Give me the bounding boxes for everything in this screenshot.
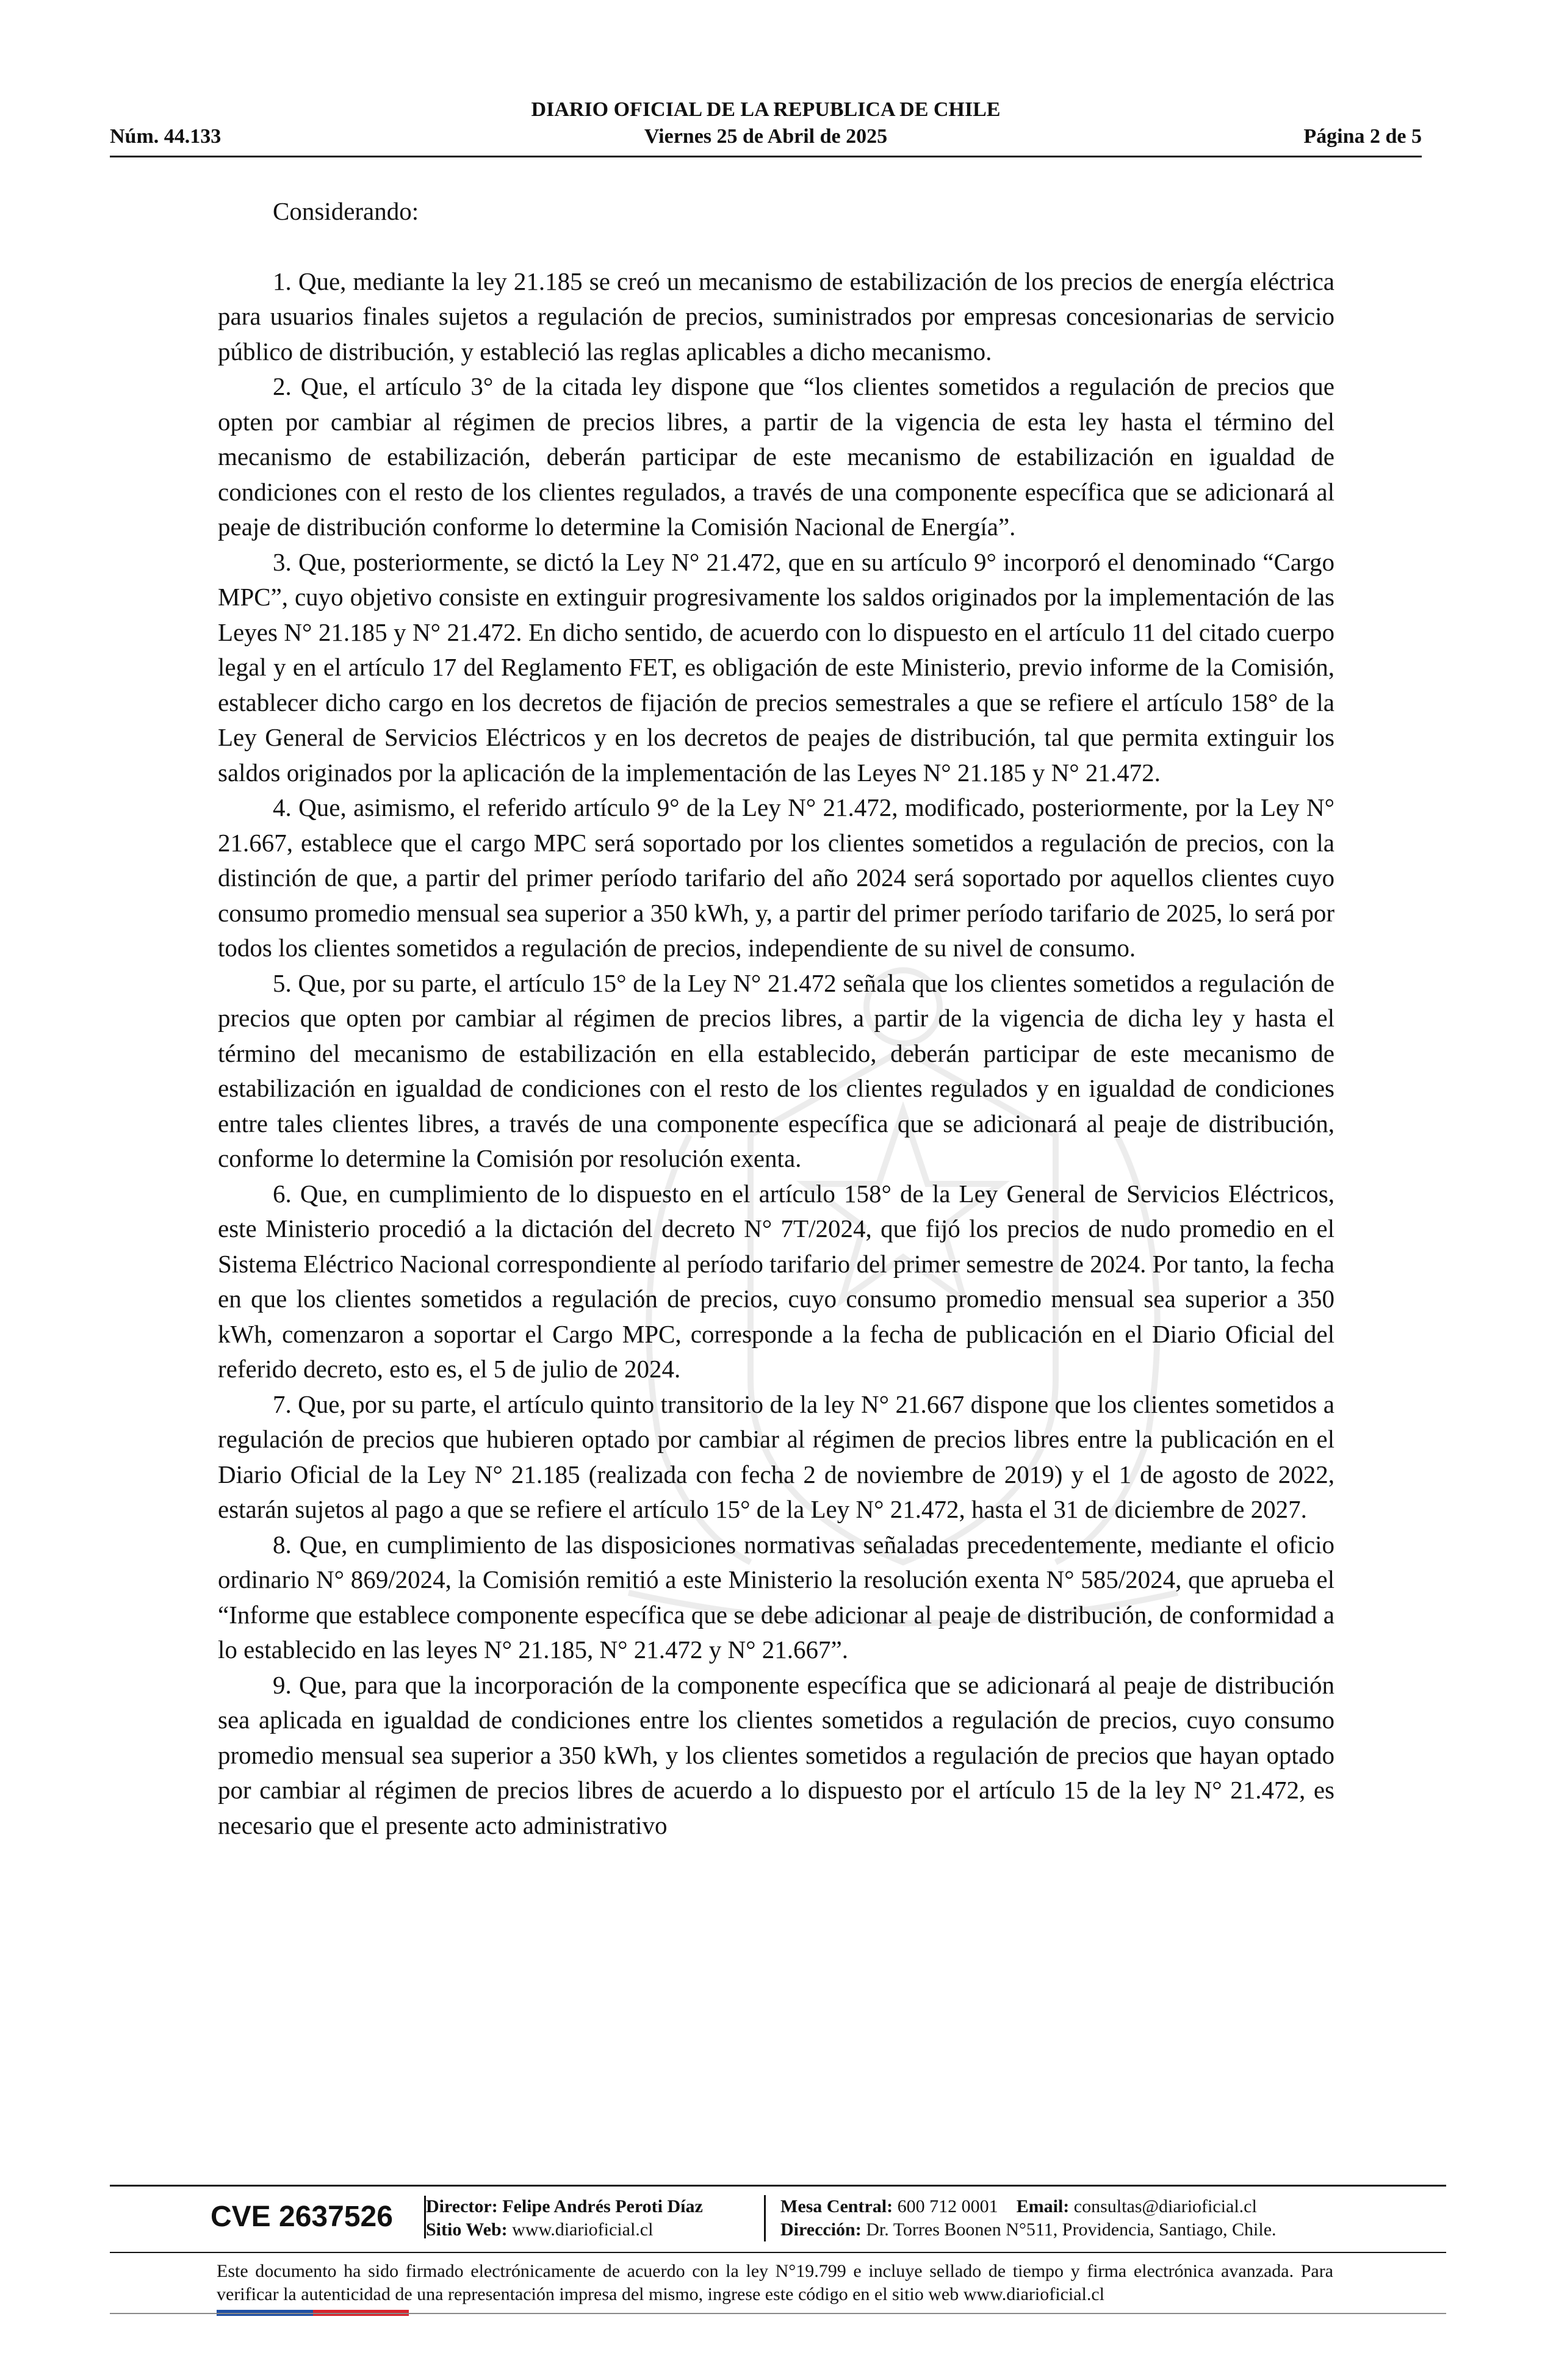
- phone-label: Mesa Central:: [780, 2196, 893, 2216]
- footer-contact-block: [764, 2195, 1277, 2241]
- cve-code: CVE 2637526: [211, 2196, 426, 2238]
- considerando-heading: Considerando:: [273, 197, 419, 225]
- footer-divider-top: [110, 2185, 1446, 2187]
- email-label: Email:: [1016, 2196, 1070, 2216]
- footer-divider-mid: [110, 2252, 1446, 2253]
- paragraph-5: 5. Que, por su parte, el artículo 15° de la Ley N° 21.472 señala que los clientes sometidos a regulación de precios que opten por cambiar al régimen de precios libres, a partir de la vigencia de dicha ley y hasta el término del mecanismo de estabilización en ella establecido, deberán participar de este mecanismo de estabilización en igualdad de condiciones con el resto de los clientes regulados y en igualdad de condiciones entre tales clientes libres, a través de una componente específica que se adicionará al peaje de distribución, conforme lo determine la Comisión por resolución exenta.: [218, 968, 1334, 1172]
- website-label: Sitio Web:: [426, 2220, 508, 2240]
- paragraph-7: 7. Que, por su parte, el artículo quinto transitorio de la ley N° 21.667 dispone que los clientes sometidos a regulación de precios que hubieren optado por cambiar al régimen de precios libres entre la publicación en el Diario Oficial de la Ley N° 21.185 (realizada con fecha 2 de noviembre de 2019) y el 1 de agosto de 2022, estarán sujetos al pago a que se refiere el artículo 15° de la Ley N° 21.472, hasta el 31 de diciembre de 2027.: [218, 1390, 1334, 1523]
- paragraph-4: 4. Que, asimismo, el referido artículo 9° de la Ley N° 21.472, modificado, posteriormente, por la Ley N° 21.667, establece que el cargo MPC será soportado por los clientes sometidos a regulación de precios, con la distinción de que, a partir del primer período tarifario del año 2024 será soportado por aquellos clientes cuyo consumo promedio mensual sea superior a 350 kWh, y, a partir del primer período tarifario de 2025, lo será por todos los clientes sometidos a regulación de precios, independiente de su nivel de consumo.: [218, 793, 1334, 962]
- header-divider: [110, 156, 1422, 157]
- paragraph-9: 9. Que, para que la incorporación de la componente específica que se adicionará al peaje de distribución sea aplicada en igualdad de condiciones entre los clientes sometidos a regulación de precios, cuyo consumo promedio mensual sea superior a 350 kWh, y los clientes sometidos a regulación de precios que hayan optado por cambiar al régimen de precios libres de acuerdo a lo dispuesto por el artículo 15 de la ley N° 21.472, es necesario que el presente acto administrativo: [218, 1670, 1334, 1839]
- footer-director-block: [426, 2195, 703, 2241]
- page-indicator: Página 2 de 5: [1303, 125, 1422, 148]
- issue-number: Núm. 44.133: [110, 125, 222, 148]
- address-text: Dr. Torres Boonen N°511, Providencia, Santiago, Chile.: [866, 2220, 1277, 2240]
- newspaper-title: DIARIO OFICIAL DE LA REPUBLICA DE CHILE: [531, 98, 1001, 121]
- paragraph-2: 2. Que, el artículo 3° de la citada ley dispone que “los clientes sometidos a regulación de precios que opten por cambiar al régimen de precios libres, a partir de la vigencia de esta ley hasta el término del mecanismo de estabilización, deberán participar de este mecanismo de estabilización en igualdad de condiciones con el resto de los clientes regulados, a través de una componente específica que se adicionará al peaje de distribución conforme lo determine la Comisión Nacional de Energía”.: [218, 372, 1334, 541]
- phone-number: 600 712 0001: [897, 2196, 998, 2216]
- paragraph-3: 3. Que, posteriormente, se dictó la Ley N° 21.472, que en su artículo 9° incorporó el denominado “Cargo MPC”, cuyo objetivo consiste en extinguir progresivamente los saldos originados por la implementación de las Leyes N° 21.185 y N° 21.472. En dicho sentido, de acuerdo con lo dispuesto en el artículo 11 del citado cuerpo legal y en el artículo 17 del Reglamento FET, es obligación de este Ministerio, previo informe de la Comisión, establecer dicho cargo en los decretos de fijación de precios semestrales a que se refiere el artículo 158° de la Ley General de Servicios Eléctricos y en los decretos de peajes de distribución, tal que permita extinguir los saldos originados por la aplicación de la implementación de las Leyes N° 21.185 y N° 21.472.: [218, 547, 1334, 787]
- legal-notice: Este documento ha sido firmado electrónicamente de acuerdo con la ley N°19.799 e incluye sellado de tiempo y firma electrónica avanzada. Para verificar la autenticidad de una representación impresa del mismo, ingrese este código en el sitio web www.diarioficial.cl: [217, 2261, 1333, 2304]
- address-label: Dirección:: [780, 2220, 862, 2240]
- paragraph-8: 8. Que, en cumplimiento de las disposiciones normativas señaladas precedentemente, mediante el oficio ordinario N° 869/2024, la Comisión remitió a este Ministerio la resolución exenta N° 585/2024, que aprueba el “Informe que establece componente específica que se debe adicionar al peaje de distribución, de conformidad a lo establecido en las leyes N° 21.185, N° 21.472 y N° 21.667”.: [218, 1530, 1334, 1664]
- email-link[interactable]: consultas@diarioficial.cl: [1073, 2196, 1257, 2216]
- paragraph-6: 6. Que, en cumplimiento de lo dispuesto en el artículo 158° de la Ley General de Servicios Eléctricos, este Ministerio procedió a la dictación del decreto N° 7T/2024, que fijó los precios de nudo promedio en el Sistema Eléctrico Nacional correspondiente al período tarifario del primer semestre de 2024. Por tanto, la fecha en que los clientes sometidos a regulación de precios, cuyo consumo promedio mensual sea superior a 350 kWh, comenzaron a soportar el Cargo MPC, corresponde a la fecha de publicación en el Diario Oficial del referido decreto, esto es, el 5 de julio de 2024.: [218, 1179, 1334, 1383]
- director-label: Director:: [426, 2196, 498, 2216]
- footer-divider-bottom: [110, 2313, 1446, 2314]
- director-name: Felipe Andrés Peroti Díaz: [502, 2196, 703, 2216]
- website-link[interactable]: www.diarioficial.cl: [512, 2220, 654, 2240]
- paragraph-1: 1. Que, mediante la ley 21.185 se creó un mecanismo de estabilización de los precios de energía eléctrica para usuarios finales sujetos a regulación de precios, suministrados por empresas concesionarias de servicio público de distribución, y estableció las reglas aplicables a dicho mecanismo.: [218, 267, 1334, 366]
- issue-date: Viernes 25 de Abril de 2025: [644, 125, 888, 148]
- document-body: [218, 194, 1334, 1843]
